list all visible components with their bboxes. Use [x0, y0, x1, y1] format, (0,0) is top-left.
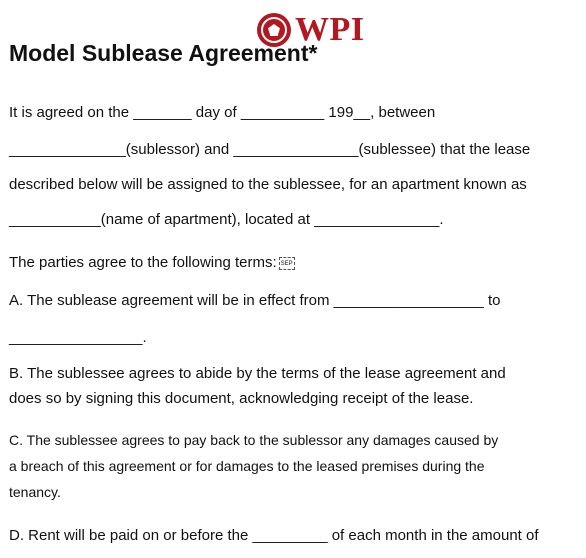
intro-line-2: ______________(sublessor) and _______________(sublessee) that the lease	[9, 141, 531, 158]
intro-line-3: described below will be assigned to the sublessee, for an apartment known as	[9, 176, 527, 193]
clause-c-line-3: tenancy.	[9, 484, 61, 500]
intro-line-4: ___________(name of apartment), located at _______________.	[9, 211, 444, 228]
clause-c-line-2: a breach of this agreement or for damages to the leased premises during the	[9, 458, 485, 474]
clause-b-line-2: does so by signing this document, acknowledging receipt of the lease.	[9, 390, 474, 407]
terms-intro-text: The parties agree to the following terms:	[9, 254, 277, 271]
logo-text: WPI	[295, 11, 365, 48]
clause-a-line-2: ________________.	[9, 329, 147, 346]
document-title: Model Sublease Agreement*	[9, 40, 318, 66]
clause-d-line-1: D. Rent will be paid on or before the _________ of each month in the amount of	[9, 527, 539, 544]
clause-b-line-1: B. The sublessee agrees to abide by the terms of the lease agreement and	[9, 365, 506, 382]
terms-intro	[9, 254, 295, 271]
separator-marker-icon: SEP	[279, 257, 295, 270]
intro-line-1: It is agreed on the _______ day of __________ 199__, between	[9, 104, 436, 121]
clause-a-line-1: A. The sublease agreement will be in effect from __________________ to	[9, 292, 501, 309]
clause-c-line-1: C. The sublessee agrees to pay back to the sublessor any damages caused by	[9, 432, 499, 448]
